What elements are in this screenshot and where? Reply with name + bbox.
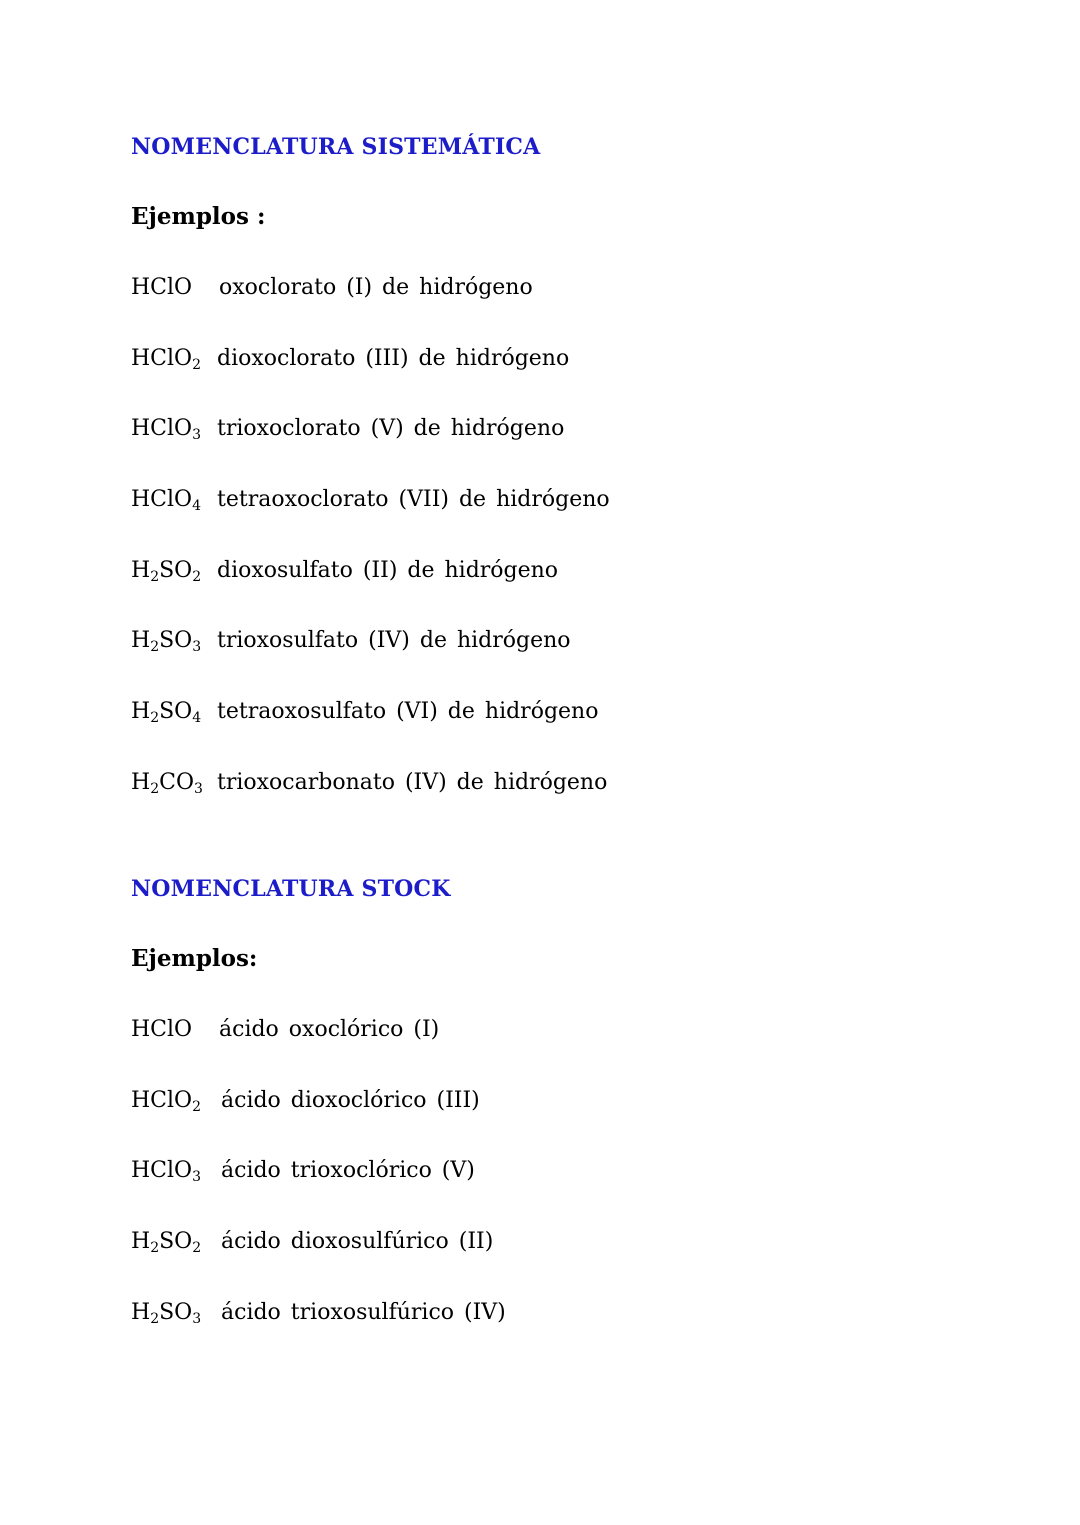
formula-text: H <box>131 769 151 795</box>
chemical-formula <box>131 1086 201 1116</box>
example-row <box>131 1086 1031 1157</box>
formula-text: SO <box>159 557 193 583</box>
section-heading: NOMENCLATURA STOCK <box>131 876 451 902</box>
formula-subscript: 2 <box>150 568 160 585</box>
example-list <box>131 1015 1031 1368</box>
compound-name: ácido dioxoclórico (III) <box>221 1087 480 1113</box>
chemical-formula <box>131 1015 192 1045</box>
chemical-formula <box>131 414 201 444</box>
example-row <box>131 768 1031 839</box>
formula-text: HClO <box>131 487 193 513</box>
examples-label: Ejemplos: <box>131 945 258 972</box>
example-row <box>131 1227 1031 1298</box>
formula-subscript: 4 <box>192 710 202 727</box>
chemical-formula <box>131 697 201 727</box>
chemical-formula <box>131 1227 201 1257</box>
example-row <box>131 273 1031 344</box>
formula-text: H <box>131 1229 151 1255</box>
formula-text: H <box>131 557 151 583</box>
formula-subscript: 3 <box>192 1169 202 1186</box>
formula-text: SO <box>159 628 193 654</box>
formula-subscript: 3 <box>192 639 202 656</box>
formula-subscript: 2 <box>192 1240 202 1257</box>
formula-text: HClO <box>131 345 193 371</box>
compound-name: ácido dioxosulfúrico (II) <box>221 1229 494 1255</box>
compound-name: ácido trioxoclórico (V) <box>221 1158 475 1184</box>
formula-subscript: 2 <box>150 1240 160 1257</box>
formula-subscript: 2 <box>150 639 160 656</box>
compound-name: tetraoxosulfato (VI) de hidrógeno <box>217 699 599 725</box>
compound-name: dioxosulfato (II) de hidrógeno <box>217 557 559 583</box>
compound-name: ácido trioxosulfúrico (IV) <box>221 1299 506 1325</box>
formula-text: HClO <box>131 1158 193 1184</box>
chemical-formula <box>131 556 201 586</box>
formula-text: HClO <box>131 275 193 300</box>
formula-text: HClO <box>131 1087 193 1113</box>
formula-text: H <box>131 699 151 725</box>
example-row <box>131 344 1031 415</box>
formula-text: H <box>131 628 151 654</box>
formula-text: H <box>131 1299 151 1325</box>
compound-name: trioxoclorato (V) de hidrógeno <box>217 416 565 442</box>
compound-name: oxoclorato (I) de hidrógeno <box>219 275 533 300</box>
compound-name: tetraoxoclorato (VII) de hidrógeno <box>217 487 610 513</box>
example-row <box>131 1156 1031 1227</box>
compound-name: trioxosulfato (IV) de hidrógeno <box>217 628 571 654</box>
formula-subscript: 2 <box>150 1310 160 1327</box>
compound-name: ácido oxoclórico (I) <box>219 1017 440 1042</box>
formula-text: SO <box>159 1299 193 1325</box>
formula-text: CO <box>159 769 194 795</box>
chemical-formula <box>131 768 203 798</box>
chemical-formula <box>131 273 192 303</box>
chemical-formula <box>131 626 201 656</box>
compound-name: dioxoclorato (III) de hidrógeno <box>217 345 570 371</box>
formula-subscript: 4 <box>192 498 202 515</box>
example-row <box>131 485 1031 556</box>
chemical-formula <box>131 1156 201 1186</box>
example-row <box>131 697 1031 768</box>
formula-subscript: 2 <box>150 710 160 727</box>
section-heading: NOMENCLATURA SISTEMÁTICA <box>131 134 541 160</box>
compound-name: trioxocarbonato (IV) de hidrógeno <box>217 769 608 795</box>
formula-text: HClO <box>131 1017 193 1042</box>
formula-subscript: 2 <box>192 568 202 585</box>
example-row <box>131 1298 1031 1369</box>
formula-subscript: 3 <box>192 1310 202 1327</box>
chemical-formula <box>131 344 201 374</box>
example-row <box>131 1015 1031 1086</box>
chemical-formula <box>131 1298 201 1328</box>
formula-text: SO <box>159 699 193 725</box>
chemical-formula <box>131 485 201 515</box>
formula-subscript: 3 <box>192 427 202 444</box>
formula-subscript: 3 <box>193 780 203 797</box>
example-list <box>131 273 1031 839</box>
formula-subscript: 2 <box>192 356 202 373</box>
formula-subscript: 2 <box>192 1098 202 1115</box>
formula-text: SO <box>159 1229 193 1255</box>
example-row <box>131 626 1031 697</box>
example-row <box>131 556 1031 627</box>
example-row <box>131 414 1031 485</box>
examples-label: Ejemplos : <box>131 203 266 230</box>
formula-subscript: 2 <box>150 780 160 797</box>
formula-text: HClO <box>131 416 193 442</box>
